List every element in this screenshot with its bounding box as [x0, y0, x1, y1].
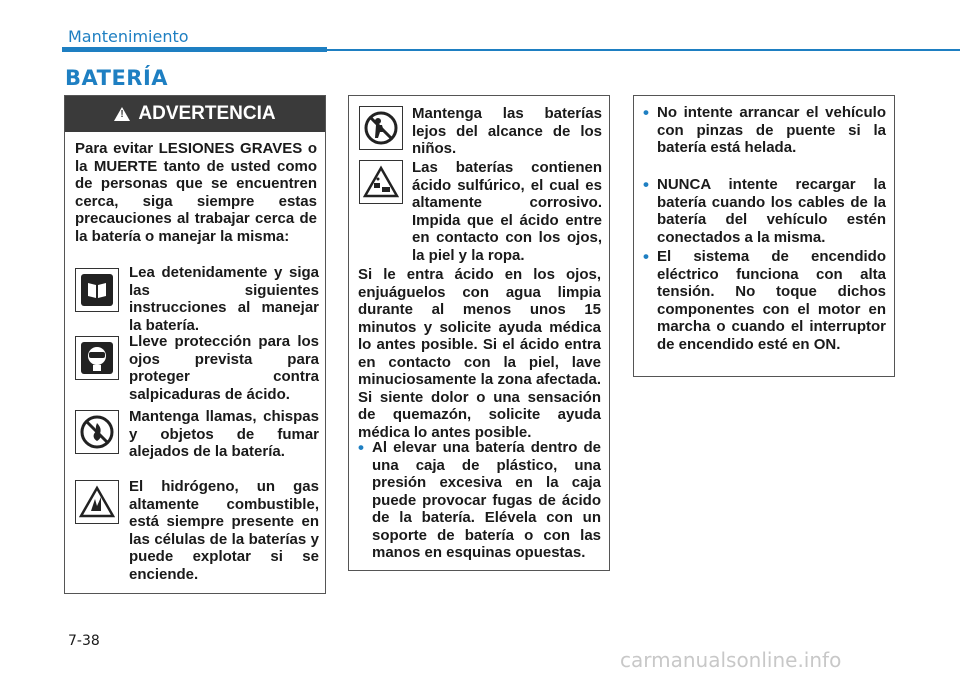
explosive-gas-icon: [75, 480, 119, 524]
header-rule-thin: [327, 49, 960, 51]
eye-protection-icon: [75, 336, 119, 380]
middle-box: [348, 95, 610, 571]
right-box: [633, 95, 895, 377]
warning-intro: Para evitar LESIONES GRAVES o la MUERTE tanto de usted como de personas que se encuentren cerca, siga siempre estas precauciones al trabajar cerca de la batería o manejar la misma:: [75, 140, 317, 245]
warning-item-text: Mantenga llamas, chispas y objetos de fumar alejados de la batería.: [129, 408, 319, 460]
right-bullet: • NUNCA intente recargar la batería cuando los cables de la batería del vehículo estén conectados a la misma.: [643, 176, 886, 246]
keep-children-away-icon: [359, 106, 403, 150]
corrosive-acid-icon: [359, 160, 403, 204]
header-rule-thick: [62, 47, 327, 52]
section-title: Mantenimiento: [68, 27, 189, 46]
warning-item-text: Lleve protección para los ojos prevista para proteger contra salpicaduras de ácido.: [129, 333, 319, 403]
read-manual-icon: [75, 268, 119, 312]
middle-item-text: Mantenga las baterías lejos del alcance de los niños.: [412, 105, 602, 157]
warning-header: [65, 96, 325, 132]
middle-bullet: • Al elevar una batería dentro de una caja de plástico, una presión excesiva en la caja puede provocar fugas de ácido de la batería. Elévela con un soporte de batería o con las manos en esquinas opuestas.: [358, 439, 601, 562]
no-flames-icon: [75, 410, 119, 454]
middle-item-text: Las baterías contienen ácido sulfúrico, el cual es altamente corrosivo. Impida que el ácido entre en contacto con los ojos, la piel y la ropa.: [412, 159, 602, 264]
warning-item-text: Lea detenidamente y siga las siguientes instrucciones al manejar la batería.: [129, 264, 319, 334]
right-bullet: • El sistema de encendido eléctrico funciona con alta tensión. No toque dichos componentes con el motor en marcha o cuando el interruptor de encendido esté en ON.: [643, 248, 886, 353]
page-number: 7-38: [68, 633, 100, 649]
warning-triangle-icon: [114, 107, 130, 121]
watermark: carmanualsonline.info: [620, 648, 842, 672]
page-title: BATERÍA: [65, 66, 169, 90]
warning-box: [64, 95, 326, 594]
warning-label: ADVERTENCIA: [138, 103, 276, 124]
middle-paragraph: Si le entra ácido en los ojos, enjuáguelos con agua limpia durante al menos unos 15 minutos y solicite ayuda médica lo antes posible. Si el ácido entra en contacto con la piel, lave minuciosamente la zona afectada. Si siente dolor o una sensación de quemazón, solicite ayuda médica lo antes posible.: [358, 266, 601, 441]
warning-item-text: El hidrógeno, un gas altamente combustible, está siempre presente en las células de la baterías y puede explotar si se enciende.: [129, 478, 319, 583]
right-bullet: • No intente arrancar el vehículo con pinzas de puente si la batería está helada.: [643, 104, 886, 157]
